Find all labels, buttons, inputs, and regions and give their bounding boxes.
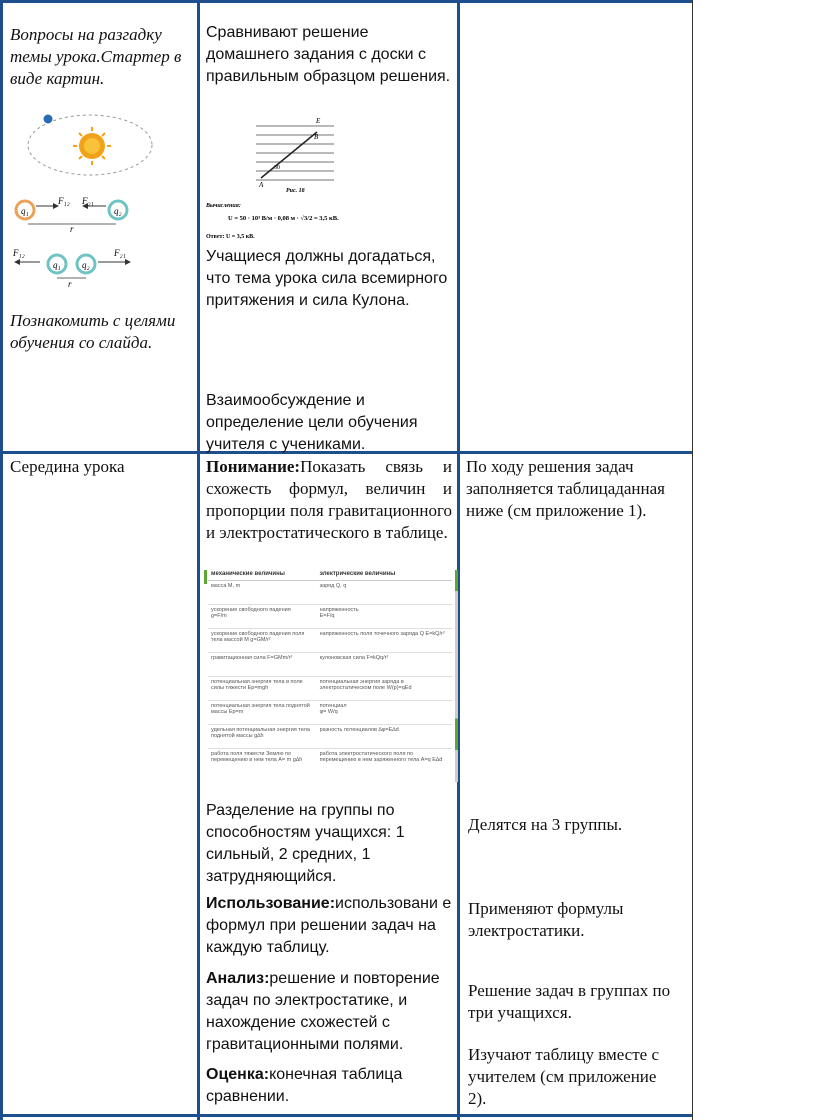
table-cell: потенциал φ= W/q xyxy=(317,701,452,725)
table-cell: напряженность E=F/q xyxy=(317,605,452,629)
table-cell: потенциальная энергия заряда в электростатическом поле W(p)=qEd xyxy=(317,677,452,701)
table-cell: работа электростатического поля по перемещению в нем заряженного тела A=q E∆d xyxy=(317,749,452,773)
solve-groups-text: Решение задач в группах по три учащихся. xyxy=(468,981,671,1022)
table-accent-bar xyxy=(204,570,207,584)
table-top-border xyxy=(0,0,692,3)
analysis-text xyxy=(206,968,452,1056)
table-cell: ускорение свободного падения поля тела массой M g=GM/r² xyxy=(208,629,317,653)
goal-text: Познакомить с целями обучения со слайда. xyxy=(10,311,176,352)
table-cell: потенциальная энергия тела в поле силы тяжести Ep=mgh xyxy=(208,677,317,701)
table-cell: заряд Q, q xyxy=(317,581,452,605)
sun-icon xyxy=(73,127,111,165)
comparison-table-image xyxy=(204,568,458,790)
study-table-text: Изучают таблицу вместе с учителем (см приложение 2). xyxy=(468,1045,660,1108)
split-groups-text: Делятся на 3 группы. xyxy=(468,815,623,834)
table-row xyxy=(208,677,452,701)
intro-text: Вопросы на разгадку темы урока.Стартер в виде картин. xyxy=(10,25,182,88)
mini-header-elec: электрические величины xyxy=(317,568,452,581)
q2-label-2: q₂ xyxy=(82,260,90,270)
table-row xyxy=(208,701,452,725)
column-divider-2 xyxy=(457,0,460,1120)
q1-label-2: q₁ xyxy=(53,260,61,270)
table-cell: работа поля тяжести Землю по перемещению в нем тела A= m g∆h xyxy=(208,749,317,773)
groups-text: Разделение на группы по способностям учащихся: 1 сильный, 2 средних, 1 затрудняющийся. xyxy=(206,802,405,885)
guess-text: Учащиеся должны догадаться, что тема урока сила всемирного притяжения и сила Кулона. xyxy=(206,248,448,309)
eval-body: конечная таблица сравнении. xyxy=(206,1066,403,1105)
b-label: B xyxy=(314,133,319,141)
coulomb-attraction-figure xyxy=(10,240,140,290)
fill-table-text: По ходу решения задач заполняется таблицаданная ниже (см приложение 1). xyxy=(466,457,665,520)
homework-solution-figure xyxy=(204,112,444,247)
table-cell: масса М, m xyxy=(208,581,317,605)
e-label: E xyxy=(316,117,321,125)
orbit-figure xyxy=(20,110,160,180)
discuss-text: Взаимообсуждение и определение цели обучения учителя с учениками. xyxy=(206,392,418,453)
q2-label: q₂ xyxy=(114,206,122,216)
column-divider-1 xyxy=(197,0,200,1120)
table-cell: напряженность поля точечного заряда Q E=kQ/r² xyxy=(317,629,452,653)
table-cell: потенциальная энергия тела поднятой массы Ep=m xyxy=(208,701,317,725)
usage-text xyxy=(206,893,452,959)
calc-formula: U = 50 · 10³ В/м · 0,08 м · √3/2 = 3,5 кВ. xyxy=(228,215,339,222)
r-label-2: r xyxy=(68,279,72,289)
q1-label: q₁ xyxy=(21,206,29,216)
f21-label-2: F₂₁ xyxy=(114,248,126,258)
understanding-heading: Понимание: xyxy=(206,457,301,476)
coulomb-repulsion-figure xyxy=(8,188,138,234)
usage-body: использовани е формул при решении задач на каждую таблицу. xyxy=(206,895,452,956)
comparison-table xyxy=(208,568,452,772)
figure-caption: Рис. 18 xyxy=(286,188,305,194)
table-cell: ускорение свободного падения g=F/m xyxy=(208,605,317,629)
table-row xyxy=(208,725,452,749)
calc-label: Вычисления: xyxy=(206,203,241,209)
table-cell: кулоновская сила F=kQq/r² xyxy=(317,653,452,677)
table-row xyxy=(208,629,452,653)
table-border-left xyxy=(0,0,3,1120)
table-cell: удельная потенциальная энергия тела поднятой массы g∆h xyxy=(208,725,317,749)
apply-formulas-text: Применяют формулы электростатики. xyxy=(468,899,624,940)
r-label: r xyxy=(70,224,74,234)
table-cell: гравитационная сила F=GMm/r² xyxy=(208,653,317,677)
understanding-text xyxy=(206,456,452,544)
eval-text xyxy=(206,1064,446,1108)
f21-label: F₂₁ xyxy=(82,196,94,206)
table-row xyxy=(208,653,452,677)
f12-label: F₁₂ xyxy=(58,196,70,206)
usage-heading: Использование: xyxy=(206,895,336,912)
table-bottom-border xyxy=(0,1114,692,1117)
table-row xyxy=(208,749,452,773)
compare-text: Сравнивают решение домашнего задания с доски с правильным образцом решения. xyxy=(206,24,451,85)
table-row xyxy=(208,581,452,605)
angle-label: 30 xyxy=(274,165,280,171)
table-accent-bar-right xyxy=(455,570,458,782)
a-label: A xyxy=(259,181,264,189)
analysis-heading: Анализ: xyxy=(206,970,270,987)
eval-heading: Оценка: xyxy=(206,1066,270,1083)
f12-label-2: F₁₂ xyxy=(13,248,25,258)
analysis-body: решение и повторение задач по электростатике, и нахождение схожестей с гравитационными полями. xyxy=(206,970,440,1053)
understanding-body: Показать связь и схожесть формул, величин и пропорции поля гравитационного и электростатического в таблице. xyxy=(206,457,452,542)
column-divider-3 xyxy=(692,0,693,1120)
mini-header-mech: механические величины xyxy=(208,568,317,581)
answer-text: Ответ: U = 3,5 кВ. xyxy=(206,234,255,240)
lesson-middle-label: Середина урока xyxy=(10,457,125,476)
table-cell: разность потенциалов ∆φ=E∆d xyxy=(317,725,452,749)
table-row xyxy=(208,605,452,629)
planet-icon xyxy=(44,115,53,124)
